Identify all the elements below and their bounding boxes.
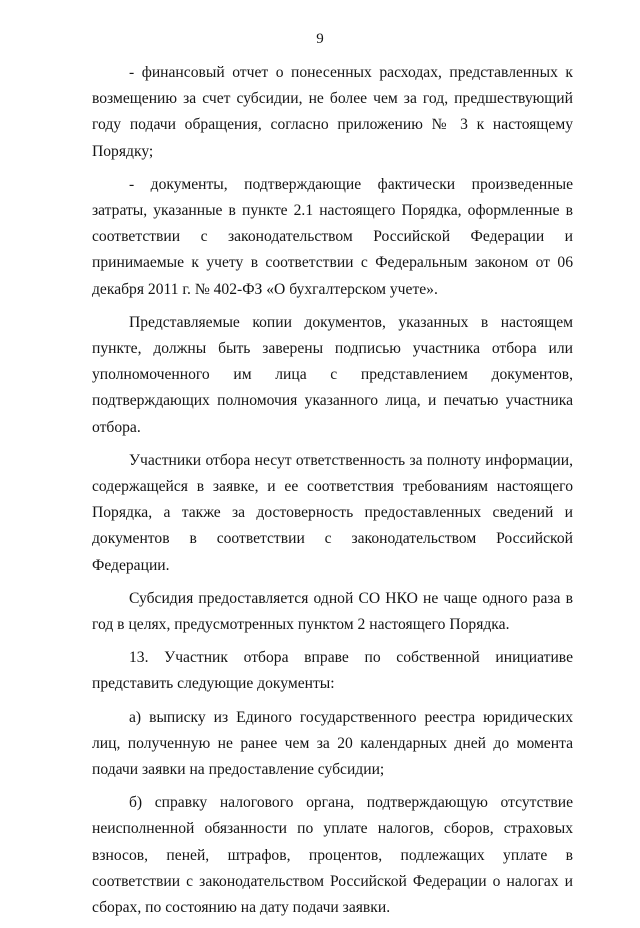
paragraph-cost-documents: - документы, подтверждающие фактически произведенные затраты, указанные в пункте 2.1 настоящего Порядка, оформленные в соответствии с законодательством Российской Федерации и принимаемые к учету в соответствии с Федеральным законом от 06 декабря 2011 г. № 402-ФЗ «О бухгалтерском учете».: [92, 175, 573, 298]
document-body: [92, 60, 573, 928]
paragraph-financial-report: - финансовый отчет о понесенных расходах, представленных к возмещению за счет субсидии, не более чем за год, предшествующий году подачи обращения, согласно приложению № 3 к настоящему Порядку;: [92, 64, 573, 160]
paragraph-subsidy-frequency: Субсидия предоставляется одной СО НКО не чаще одного раза в год в целях, предусмотренных пунктом 2 настоящего Порядка.: [92, 589, 573, 634]
page-number: 9: [316, 31, 324, 47]
paragraph-item-13: 13. Участник отбора вправе по собственной инициативе представить следующие документы:: [92, 649, 573, 693]
paragraph-item-13b: б) справку налогового органа, подтверждающую отсутствие неисполненной обязанности по уплате налогов, сборов, страховых взносов, пеней, штрафов, процентов, подлежащих уплате в соответствии с законодательством Российской Федерации о налогах и сборах, по состоянию на дату подачи заявки.: [92, 794, 573, 917]
paragraph-document-copies: Представляемые копии документов, указанных в настоящем пункте, должны быть заверены подписью участника отбора или уполномоченного им лица с представлением документов, подтверждающих полномочия указанного лица, и печатью участника отбора.: [92, 313, 573, 436]
paragraph-item-13a: а) выписку из Единого государственного реестра юридических лиц, полученную не ранее чем за 20 календарных дней до момента подачи заявки на предоставление субсидии;: [92, 708, 573, 779]
paragraph-participant-responsibility: Участники отбора несут ответственность за полноту информации, содержащейся в заявке, и ее соответствия требованиям настоящего Порядка, а также за достоверность предоставленных сведений и документов в соответствии с законодательством Российской Федерации.: [92, 451, 573, 574]
